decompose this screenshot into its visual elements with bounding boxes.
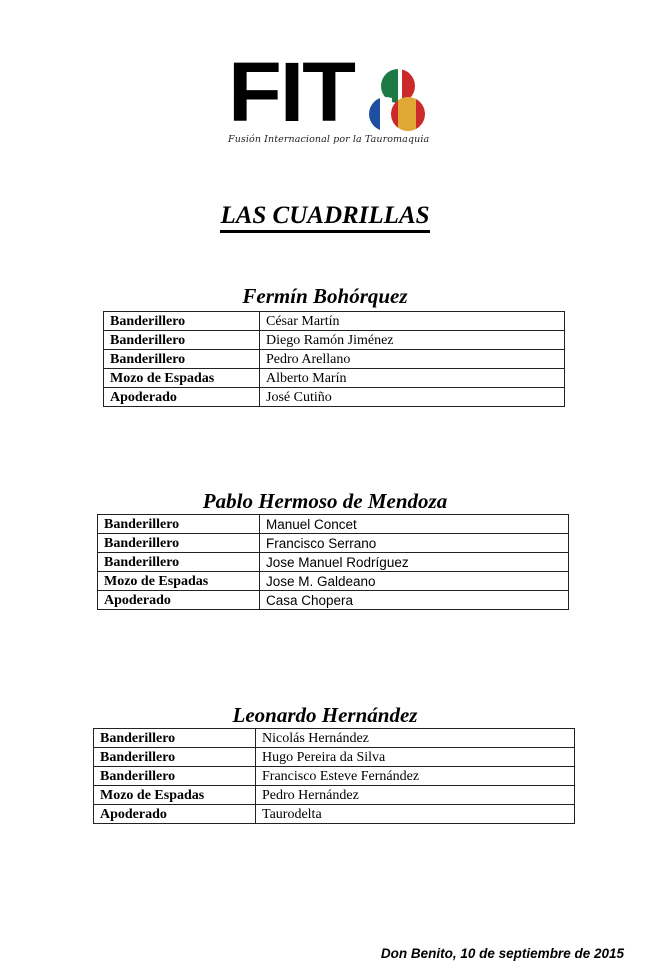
table-row xyxy=(94,805,575,824)
table-row xyxy=(104,312,565,331)
table-row xyxy=(98,591,569,610)
name-cell: Jose M. Galdeano xyxy=(260,572,569,591)
table-row xyxy=(94,729,575,748)
name-cell: Pedro Hernández xyxy=(256,786,575,805)
role-cell: Apoderado xyxy=(104,388,260,407)
name-cell: Manuel Concet xyxy=(260,515,569,534)
name-cell: Francisco Esteve Fernández xyxy=(256,767,575,786)
role-cell: Apoderado xyxy=(98,591,260,610)
table-row xyxy=(98,534,569,553)
fit-logo xyxy=(228,45,430,150)
name-cell: Alberto Marín xyxy=(260,369,565,388)
role-cell: Banderillero xyxy=(94,767,256,786)
torero-heading: Pablo Hermoso de Mendoza xyxy=(202,489,448,513)
table-row xyxy=(94,748,575,767)
page-title: LAS CUADRILLAS xyxy=(0,202,650,230)
role-cell: Apoderado xyxy=(94,805,256,824)
logo-blue xyxy=(366,96,380,136)
table-row xyxy=(104,350,565,369)
name-cell: Diego Ramón Jiménez xyxy=(260,331,565,350)
role-cell: Banderillero xyxy=(94,748,256,767)
torero-heading: Leonardo Hernández xyxy=(232,703,418,727)
name-cell: César Martín xyxy=(260,312,565,331)
table-row xyxy=(94,767,575,786)
logo-flags-mark-icon xyxy=(366,66,426,138)
cuadrilla-table xyxy=(97,514,569,610)
table-row xyxy=(98,515,569,534)
logo-yellow xyxy=(398,96,416,136)
table-row xyxy=(94,786,575,805)
name-cell: Taurodelta xyxy=(256,805,575,824)
logo-tagline: Fusión Internacional por la Tauromaquia xyxy=(228,134,430,145)
name-cell: Nicolás Hernández xyxy=(256,729,575,748)
role-cell: Banderillero xyxy=(104,312,260,331)
role-cell: Mozo de Espadas xyxy=(98,572,260,591)
name-cell: Francisco Serrano xyxy=(260,534,569,553)
role-cell: Banderillero xyxy=(98,553,260,572)
table-row xyxy=(104,388,565,407)
cuadrilla-table xyxy=(93,728,575,824)
cuadrilla-table xyxy=(103,311,565,407)
name-cell: Jose Manuel Rodríguez xyxy=(260,553,569,572)
place-date-footer: Don Benito, 10 de septiembre de 2015 xyxy=(380,946,624,961)
name-cell: Pedro Arellano xyxy=(260,350,565,369)
name-cell: Hugo Pereira da Silva xyxy=(256,748,575,767)
role-cell: Mozo de Espadas xyxy=(104,369,260,388)
role-cell: Banderillero xyxy=(98,515,260,534)
table-row xyxy=(98,553,569,572)
torero-heading: Fermín Bohórquez xyxy=(242,284,408,308)
role-cell: Banderillero xyxy=(104,331,260,350)
role-cell: Mozo de Espadas xyxy=(94,786,256,805)
role-cell: Banderillero xyxy=(94,729,256,748)
logo-letters: FIT xyxy=(228,45,354,139)
name-cell: José Cutiño xyxy=(260,388,565,407)
role-cell: Banderillero xyxy=(98,534,260,553)
table-row xyxy=(104,369,565,388)
table-row xyxy=(98,572,569,591)
table-row xyxy=(104,331,565,350)
role-cell: Banderillero xyxy=(104,350,260,369)
name-cell: Casa Chopera xyxy=(260,591,569,610)
